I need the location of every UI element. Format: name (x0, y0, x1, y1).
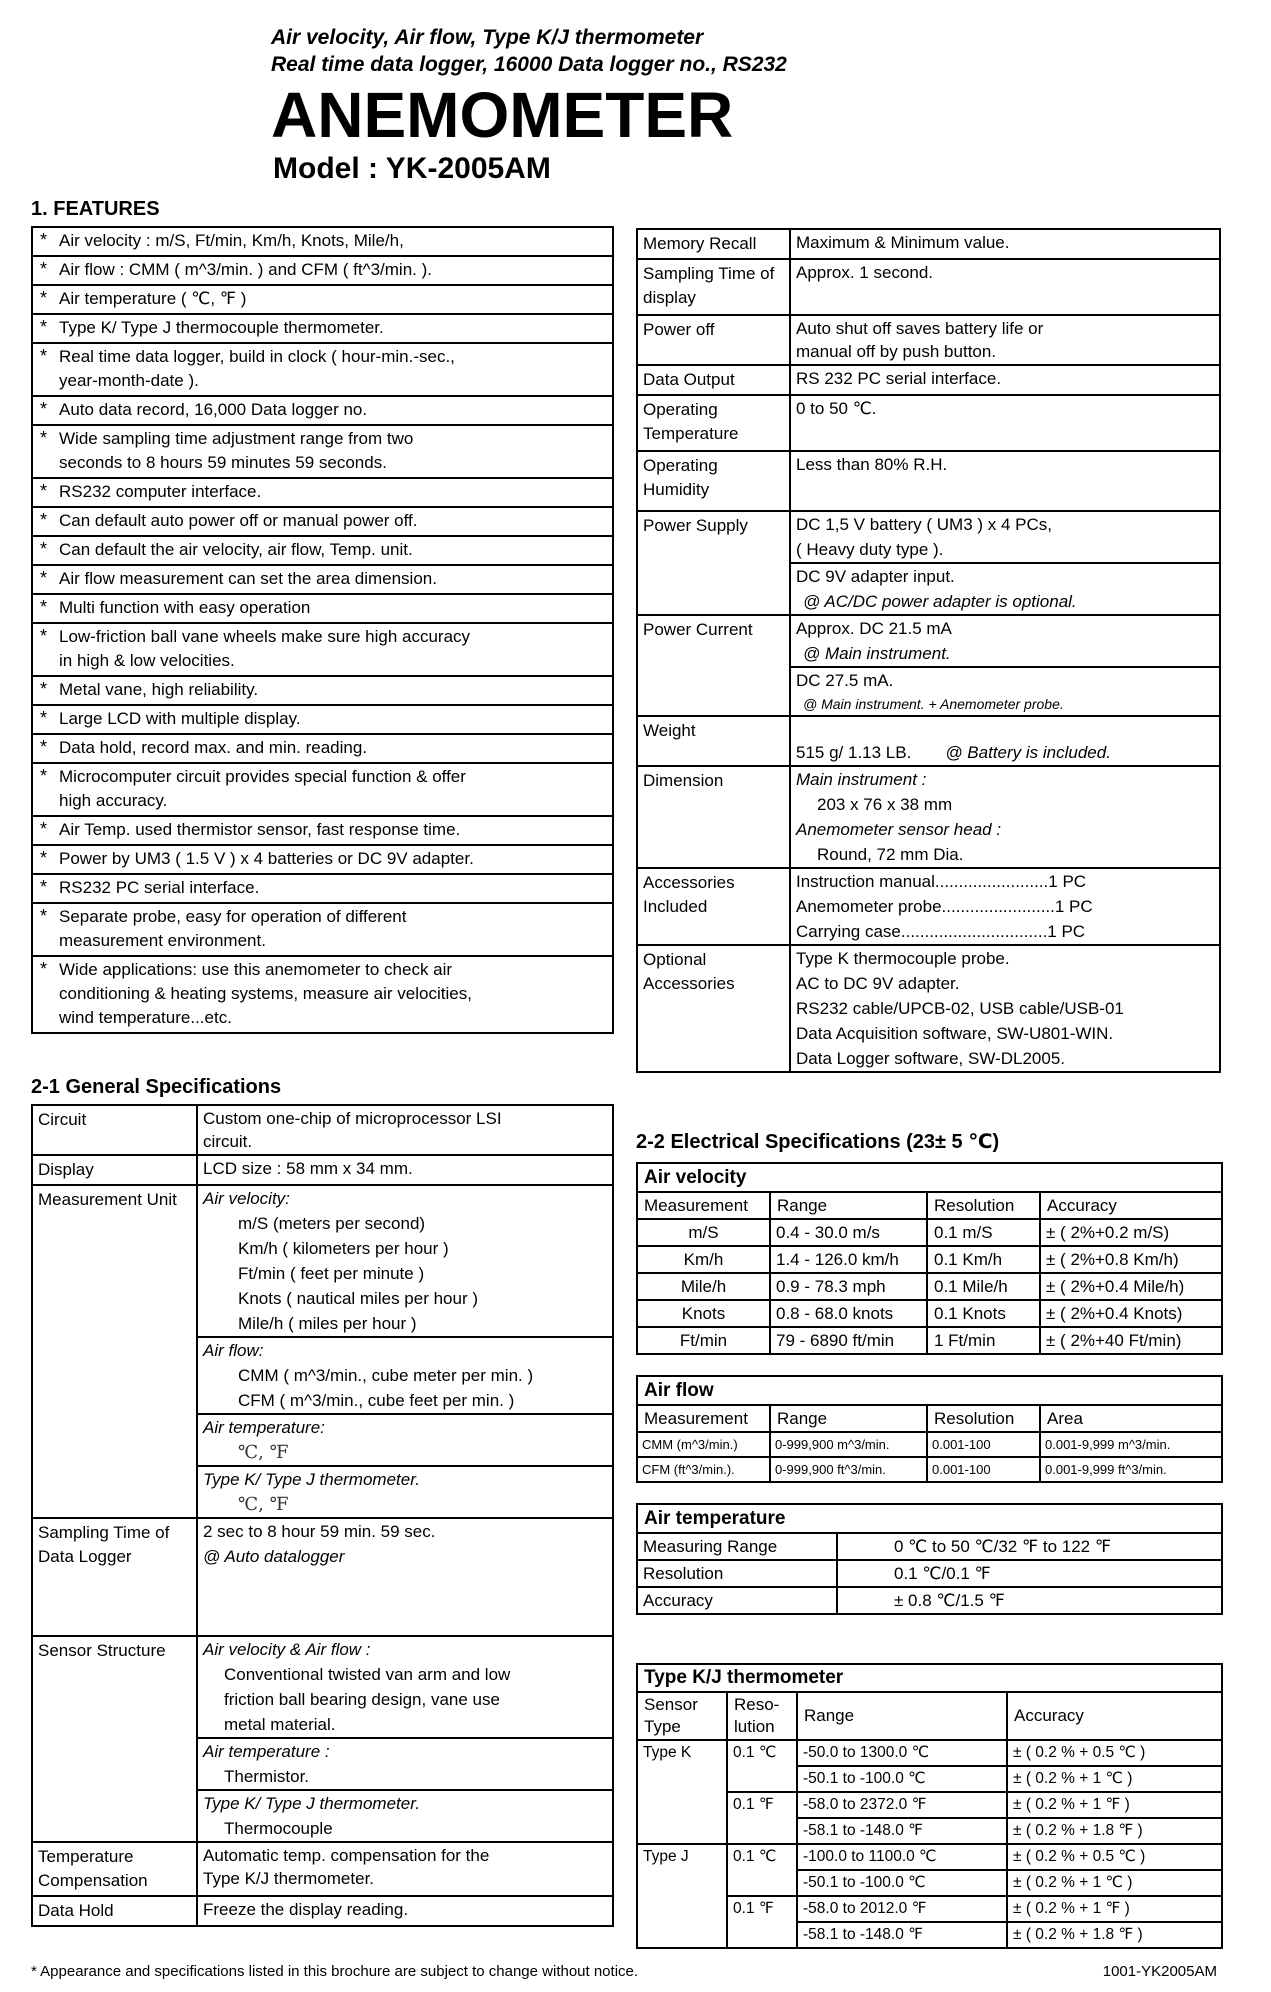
feature-item (31, 704, 614, 735)
sensor-line: Thermistor. (224, 1766, 310, 1786)
feature-item (31, 844, 614, 875)
feature-bullet: * (40, 427, 48, 448)
area-cell: 0.001-9,999 m^3/min. (1040, 1432, 1222, 1457)
column-header: Measurement (637, 1405, 770, 1432)
feature-item (31, 622, 614, 677)
unit-line: m/S (meters per second) (238, 1213, 426, 1233)
range-cell: 0-999,900 m^3/min. (770, 1432, 927, 1457)
operating-humidity-label: Operating Humidity (638, 452, 791, 510)
column-header: Range (797, 1692, 1007, 1740)
air-temperature-title: Air temperature (637, 1504, 1222, 1533)
column-header: Accuracy (1040, 1192, 1222, 1219)
spec-row-accessories (638, 867, 1219, 944)
unit-air-velocity-section (198, 1186, 612, 1336)
accuracy-cell: ± ( 0.2 % + 1.8 ℉ ) (1007, 1818, 1222, 1844)
sampling-display-value: Approx. 1 second. (796, 262, 934, 282)
range-cell: -50.0 to 1300.0 ℃ (797, 1740, 1007, 1766)
unit-line: Mile/h ( miles per hour ) (238, 1313, 417, 1333)
dimension-label: Dimension (638, 767, 791, 867)
accuracy-cell: ± ( 0.2 % + 1 ℃ ) (1007, 1870, 1222, 1896)
value-cell: 0 ℃ to 50 ℃/32 ℉ to 122 ℉ (837, 1533, 1222, 1560)
range-cell: 1.4 - 126.0 km/h (770, 1246, 927, 1273)
power-current-main (791, 616, 1219, 666)
resolution-cell: 0.1 Km/h (927, 1246, 1040, 1273)
accessory-item: Instruction manual........................1 PC (796, 871, 1087, 891)
sensor-air-velocity-section (198, 1637, 612, 1737)
power-supply-line: DC 9V adapter input. (796, 566, 955, 586)
range-cell: 0-999,900 ft^3/min. (770, 1457, 927, 1482)
feature-text: Data hold, record max. and min. reading. (59, 737, 368, 757)
resolution-cell: 0.1 m/S (927, 1219, 1040, 1246)
column-header: Accuracy (1007, 1692, 1222, 1740)
air-velocity-row (637, 1246, 1222, 1273)
feature-item (31, 955, 614, 1034)
features-list (31, 226, 614, 1034)
unit-line: ℃, ℉ (238, 1441, 289, 1463)
feature-item (31, 395, 614, 426)
feature-text: Wide sampling time adjustment range from two seconds to 8 hours 59 minutes 59 seconds. (59, 428, 414, 472)
measurement-cell: m/S (637, 1219, 770, 1246)
feature-item (31, 873, 614, 904)
header-subtitle-line2: Real time data logger, 16000 Data logger no., RS232 (271, 53, 787, 77)
unit-air-flow-heading: Air flow: (203, 1340, 264, 1360)
measurement-cell: Knots (637, 1300, 770, 1327)
feature-item (31, 593, 614, 624)
feature-text: Wide applications: use this anemometer to check air conditioning & heating systems, measure air velocities, wind temperature...etc. (59, 959, 472, 1027)
feature-text: Air flow measurement can set the area dimension. (59, 568, 437, 588)
feature-item (31, 762, 614, 817)
accuracy-cell: ± ( 0.2 % + 1 ℃ ) (1007, 1766, 1222, 1792)
accuracy-cell: ± ( 0.2 % + 1.8 ℉ ) (1007, 1922, 1222, 1948)
measurement-cell: Ft/min (637, 1327, 770, 1354)
feature-bullet: * (40, 596, 48, 617)
unit-air-temperature-lines (198, 1440, 612, 1465)
feature-text: Type K/ Type J thermocouple thermometer. (59, 317, 384, 337)
weight-label: Weight (638, 717, 791, 765)
range-cell: -100.0 to 1100.0 ℃ (797, 1844, 1007, 1870)
weight-line (791, 717, 1219, 765)
feature-bullet: * (40, 287, 48, 308)
data-output-label: Data Output (638, 366, 791, 394)
general-specs-table (31, 1104, 614, 1927)
two-column-layout (31, 194, 1241, 1949)
circuit-label: Circuit (33, 1106, 198, 1154)
optional-accessory-item: Data Acquisition software, SW-U801-WIN. (796, 1023, 1114, 1043)
feature-item (31, 226, 614, 257)
parameter-cell: Resolution (637, 1560, 837, 1587)
feature-bullet: * (40, 398, 48, 419)
accessories-lines (791, 869, 1219, 944)
feature-item (31, 477, 614, 508)
air-temperature-table (636, 1503, 1223, 1615)
spec-row-weight (638, 715, 1219, 765)
accuracy-cell: ± ( 2%+40 Ft/min) (1040, 1327, 1222, 1354)
feature-text: Low-friction ball vane wheels make sure high accuracy in high & low velocities. (59, 626, 471, 670)
feature-bullet: * (40, 345, 48, 366)
feature-text: Can default auto power off or manual power off. (59, 510, 418, 530)
document-code: 1001-YK2005AM (1102, 1962, 1217, 1980)
unit-air-velocity-heading: Air velocity: (203, 1188, 290, 1208)
sensor-thermometer-section (198, 1789, 612, 1841)
air-flow-row (637, 1432, 1222, 1457)
feature-text: Air Temp. used thermistor sensor, fast response time. (59, 819, 461, 839)
unit-line: ℃, ℉ (238, 1493, 289, 1515)
operating-humidity-value: Less than 80% R.H. (796, 454, 948, 474)
range-cell: 79 - 6890 ft/min (770, 1327, 927, 1354)
range-cell: -58.1 to -148.0 ℉ (797, 1922, 1007, 1948)
accessories-label: Accessories Included (638, 869, 791, 944)
dimension-main-heading: Main instrument : (796, 769, 927, 789)
resolution-cell: 1 Ft/min (927, 1327, 1040, 1354)
range-cell: 0.8 - 68.0 knots (770, 1300, 927, 1327)
feature-text: Real time data logger, build in clock ( hour-min.-sec., year-month-date ). (59, 346, 455, 390)
spec-row-operating-temperature (638, 394, 1219, 450)
type-kj-title: Type K/J thermometer (637, 1664, 1222, 1692)
spec-row-dimension (638, 765, 1219, 867)
power-supply-battery (791, 512, 1219, 562)
feature-text: Air velocity : m/S, Ft/min, Km/h, Knots, Mile/h, (59, 230, 404, 250)
spec-row-memory-recall (638, 230, 1219, 258)
spec-row-power-current (638, 614, 1219, 715)
feature-item (31, 342, 614, 397)
range-cell: -58.0 to 2012.0 ℉ (797, 1896, 1007, 1922)
feature-item (31, 506, 614, 537)
column-header: Reso- lution (727, 1692, 797, 1740)
sensor-air-velocity-lines (198, 1662, 612, 1737)
electrical-specs-heading: 2-2 Electrical Specifications (23± 5 ℃) (636, 1130, 1000, 1153)
feature-bullet: * (40, 905, 48, 926)
optional-accessories-lines (791, 946, 1219, 1071)
unit-line: Knots ( nautical miles per hour ) (238, 1288, 478, 1308)
display-value: LCD size : 58 mm x 34 mm. (203, 1158, 413, 1178)
measurement-unit-label: Measurement Unit (33, 1186, 198, 1517)
accessory-item: Carrying case...............................1 PC (796, 921, 1086, 941)
spec-row-operating-humidity (638, 450, 1219, 510)
air-velocity-table (636, 1162, 1223, 1355)
type-kj-thermometer-table (636, 1663, 1223, 1949)
power-current-label: Power Current (638, 616, 791, 715)
power-supply-label: Power Supply (638, 512, 791, 614)
spec-row-optional-accessories (638, 944, 1219, 1071)
air-velocity-row (637, 1219, 1222, 1246)
unit-line: Ft/min ( feet per minute ) (238, 1263, 425, 1283)
optional-accessory-item: RS232 cable/UPCB-02, USB cable/USB-01 (796, 998, 1124, 1018)
operating-temperature-value: 0 to 50 ℃. (796, 398, 877, 418)
circuit-value: Custom one-chip of microprocessor LSI circuit. (203, 1108, 502, 1151)
measurement-cell: Mile/h (637, 1273, 770, 1300)
air-velocity-header-row (637, 1192, 1222, 1219)
sampling-display-label: Sampling Time of display (638, 260, 791, 314)
power-supply-line: ( Heavy duty type ). (796, 539, 944, 559)
column-header: Range (770, 1192, 927, 1219)
unit-air-flow-lines (198, 1363, 612, 1413)
feature-text: RS232 computer interface. (59, 481, 262, 501)
dimension-main-value: 203 x 76 x 38 mm (817, 794, 953, 814)
spec-row-data-output (638, 364, 1219, 394)
type-kj-row (637, 1844, 1222, 1870)
air-flow-title: Air flow (637, 1376, 1222, 1405)
spec-row-display (33, 1154, 612, 1184)
sensor-line: metal material. (224, 1714, 336, 1734)
air-temperature-row (637, 1533, 1222, 1560)
dimension-sensor-heading: Anemometer sensor head : (796, 819, 1002, 839)
footer-note: * Appearance and specifications listed in this brochure are subject to change without notice. (31, 1962, 639, 1980)
parameter-cell: Measuring Range (637, 1533, 837, 1560)
measurement-cell: CMM (m^3/min.) (637, 1432, 770, 1457)
feature-bullet: * (40, 258, 48, 279)
feature-text: Multi function with easy operation (59, 597, 311, 617)
feature-text: Auto data record, 16,000 Data logger no. (59, 399, 368, 419)
spec-row-sampling-time-display (638, 258, 1219, 314)
air-velocity-row (637, 1327, 1222, 1354)
power-current-note: @ Main instrument. (803, 643, 951, 663)
data-hold-label: Data Hold (33, 1897, 198, 1925)
measurement-cell: Km/h (637, 1246, 770, 1273)
unit-air-temperature-section (198, 1413, 612, 1465)
resolution-cell: 0.001-100 (927, 1432, 1040, 1457)
general-specs-heading: 2-1 General Specifications (31, 1075, 282, 1098)
area-cell: 0.001-9,999 ft^3/min. (1040, 1457, 1222, 1482)
dimension-sensor-value: Round, 72 mm Dia. (817, 844, 964, 864)
power-supply-line: DC 1,5 V battery ( UM3 ) x 4 PCs, (796, 514, 1053, 534)
temperature-compensation-label: Temperature Compensation (33, 1843, 198, 1895)
feature-bullet: * (40, 509, 48, 530)
sampling-logger-note: @ Auto datalogger (203, 1546, 345, 1566)
air-velocity-title: Air velocity (637, 1163, 1222, 1192)
feature-text: Separate probe, easy for operation of different measurement environment. (59, 906, 407, 950)
header (271, 24, 1241, 186)
sampling-logger-label: Sampling Time of Data Logger (33, 1519, 198, 1635)
optional-accessory-item: Data Logger software, SW-DL2005. (796, 1048, 1065, 1068)
power-current-line: Approx. DC 21.5 mA (796, 618, 952, 638)
feature-item (31, 255, 614, 286)
parameter-cell: Accuracy (637, 1587, 837, 1614)
spec-row-power-off (638, 314, 1219, 364)
range-cell: -58.0 to 2372.0 ℉ (797, 1792, 1007, 1818)
unit-air-flow-section (198, 1336, 612, 1413)
sensor-type-cell: Type J (637, 1844, 727, 1948)
feature-item (31, 535, 614, 566)
sensor-structure-label: Sensor Structure (33, 1637, 198, 1841)
air-flow-row (637, 1457, 1222, 1482)
measurement-cell: CFM (ft^3/min.). (637, 1457, 770, 1482)
resolution-cell: 0.1 Knots (927, 1300, 1040, 1327)
data-output-value: RS 232 PC serial interface. (796, 368, 1002, 388)
accessory-item: Anemometer probe........................1 PC (796, 896, 1093, 916)
unit-line: Km/h ( kilometers per hour ) (238, 1238, 449, 1258)
features-heading: 1. FEATURES (31, 197, 160, 220)
sensor-thermometer-lines (198, 1816, 612, 1841)
temperature-compensation-value: Automatic temp. compensation for the Type K/J thermometer. (203, 1845, 490, 1888)
accuracy-cell: ± ( 2%+0.8 Km/h) (1040, 1246, 1222, 1273)
accuracy-cell: ± ( 2%+0.2 m/S) (1040, 1219, 1222, 1246)
feature-bullet: * (40, 316, 48, 337)
sensor-air-temperature-section (198, 1737, 612, 1789)
weight-value: 515 g/ 1.13 LB. (796, 742, 912, 762)
spec-row-temperature-compensation (33, 1841, 612, 1895)
spec-row-circuit (33, 1106, 612, 1154)
feature-bullet: * (40, 625, 48, 646)
power-off-label: Power off (638, 316, 791, 364)
unit-air-velocity-lines (198, 1211, 612, 1336)
optional-accessory-item: Type K thermocouple probe. (796, 948, 1010, 968)
resolution-cell: 0.001-100 (927, 1457, 1040, 1482)
power-current-line: DC 27.5 mA. (796, 670, 894, 690)
model-number: Model : YK-2005AM (273, 151, 551, 185)
feature-bullet: * (40, 678, 48, 699)
range-cell: -50.1 to -100.0 ℃ (797, 1766, 1007, 1792)
sensor-air-temperature-lines (198, 1764, 612, 1789)
feature-bullet: * (40, 538, 48, 559)
type-kj-row (637, 1740, 1222, 1766)
spec-row-sampling-time-logger (33, 1517, 612, 1635)
unit-thermometer-heading: Type K/ Type J thermometer. (203, 1469, 420, 1489)
unit-air-temperature-heading: Air temperature: (203, 1417, 325, 1437)
feature-text: Microcomputer circuit provides special function & offer high accuracy. (59, 766, 466, 810)
device-specs-table (636, 228, 1221, 1073)
spec-row-sensor-structure (33, 1635, 612, 1841)
air-velocity-row (637, 1300, 1222, 1327)
power-current-with-probe (791, 666, 1219, 715)
spec-row-data-hold (33, 1895, 612, 1925)
type-kj-header-row (637, 1692, 1222, 1740)
optional-accessories-label: Optional Accessories (638, 946, 791, 1071)
power-supply-adapter (791, 562, 1219, 614)
resolution-cell: 0.1 ℉ (727, 1896, 797, 1948)
unit-thermometer-section (198, 1465, 612, 1517)
feature-text: Large LCD with multiple display. (59, 708, 301, 728)
feature-bullet: * (40, 958, 48, 979)
resolution-cell: 0.1 ℉ (727, 1792, 797, 1844)
power-current-note: @ Main instrument. + Anemometer probe. (803, 695, 1064, 712)
power-off-value: Auto shut off saves battery life or manual off by push button. (796, 318, 1044, 361)
weight-note: @ Battery is included. (945, 742, 1111, 762)
air-flow-header-row (637, 1405, 1222, 1432)
header-subtitle-line1: Air velocity, Air flow, Type K/J thermometer (271, 26, 704, 49)
feature-bullet: * (40, 707, 48, 728)
air-temperature-row (637, 1560, 1222, 1587)
feature-text: Air flow : CMM ( m^3/min. ) and CFM ( ft^3/min. ). (59, 259, 432, 279)
feature-item (31, 424, 614, 479)
unit-line: CMM ( m^3/min., cube meter per min. ) (238, 1365, 534, 1385)
feature-text: Power by UM3 ( 1.5 V ) x 4 batteries or DC 9V adapter. (59, 848, 474, 868)
feature-text: Metal vane, high reliability. (59, 679, 259, 699)
air-temperature-row (637, 1587, 1222, 1614)
value-cell: ± 0.8 ℃/1.5 ℉ (837, 1587, 1222, 1614)
spec-row-power-supply (638, 510, 1219, 614)
range-cell: -58.1 to -148.0 ℉ (797, 1818, 1007, 1844)
accuracy-cell: ± ( 0.2 % + 1 ℉ ) (1007, 1792, 1222, 1818)
sensor-type-cell: Type K (637, 1740, 727, 1844)
data-hold-value: Freeze the display reading. (203, 1899, 409, 1919)
power-supply-note: @ AC/DC power adapter is optional. (803, 591, 1077, 611)
resolution-cell: 0.1 Mile/h (927, 1273, 1040, 1300)
feature-bullet: * (40, 765, 48, 786)
feature-item (31, 313, 614, 344)
feature-bullet: * (40, 480, 48, 501)
feature-item (31, 902, 614, 957)
air-flow-table (636, 1375, 1223, 1483)
left-column (31, 194, 614, 1927)
spec-row-measurement-unit (33, 1184, 612, 1517)
right-column (636, 194, 1221, 1949)
column-header: Measurement (637, 1192, 770, 1219)
value-cell: 0.1 ℃/0.1 ℉ (837, 1560, 1222, 1587)
column-header: Sensor Type (637, 1692, 727, 1740)
operating-temperature-label: Operating Temperature (638, 396, 791, 450)
range-cell: 0.4 - 30.0 m/s (770, 1219, 927, 1246)
feature-bullet: * (40, 818, 48, 839)
optional-accessory-item: AC to DC 9V adapter. (796, 973, 960, 993)
sensor-thermometer-heading: Type K/ Type J thermometer. (203, 1793, 420, 1813)
sensor-air-temperature-heading: Air temperature : (203, 1741, 330, 1761)
accuracy-cell: ± ( 0.2 % + 1 ℉ ) (1007, 1896, 1222, 1922)
sensor-line: Conventional twisted van arm and low (224, 1664, 511, 1684)
feature-text: Air temperature ( ℃, ℉ ) (59, 288, 247, 308)
feature-item (31, 733, 614, 764)
footer (31, 1963, 1241, 1980)
accuracy-cell: ± ( 2%+0.4 Knots) (1040, 1300, 1222, 1327)
display-label: Display (33, 1156, 198, 1184)
sensor-line: friction ball bearing design, vane use (224, 1689, 500, 1709)
feature-bullet: * (40, 567, 48, 588)
column-header: Resolution (927, 1192, 1040, 1219)
feature-bullet: * (40, 736, 48, 757)
unit-thermometer-lines (198, 1492, 612, 1517)
column-header: Resolution (927, 1405, 1040, 1432)
feature-text: RS232 PC serial interface. (59, 877, 260, 897)
feature-item (31, 815, 614, 846)
accuracy-cell: ± ( 0.2 % + 0.5 ℃ ) (1007, 1740, 1222, 1766)
air-velocity-row (637, 1273, 1222, 1300)
range-cell: 0.9 - 78.3 mph (770, 1273, 927, 1300)
feature-text: Can default the air velocity, air flow, Temp. unit. (59, 539, 413, 559)
sensor-air-velocity-heading: Air velocity & Air flow : (203, 1639, 371, 1659)
page-title: ANEMOMETER (271, 78, 734, 151)
feature-item (31, 284, 614, 315)
feature-bullet: * (40, 847, 48, 868)
memory-recall-value: Maximum & Minimum value. (796, 232, 1010, 252)
unit-line: CFM ( m^3/min., cube feet per min. ) (238, 1390, 515, 1410)
feature-bullet: * (40, 229, 48, 250)
sampling-logger-value: 2 sec to 8 hour 59 min. 59 sec. (203, 1521, 436, 1541)
sensor-line: Thermocouple (224, 1818, 333, 1838)
resolution-cell: 0.1 ℃ (727, 1740, 797, 1792)
memory-recall-label: Memory Recall (638, 230, 791, 258)
range-cell: -50.1 to -100.0 ℃ (797, 1870, 1007, 1896)
feature-item (31, 675, 614, 706)
feature-bullet: * (40, 876, 48, 897)
resolution-cell: 0.1 ℃ (727, 1844, 797, 1896)
accuracy-cell: ± ( 0.2 % + 0.5 ℃ ) (1007, 1844, 1222, 1870)
feature-item (31, 564, 614, 595)
accuracy-cell: ± ( 2%+0.4 Mile/h) (1040, 1273, 1222, 1300)
column-header: Area (1040, 1405, 1222, 1432)
column-header: Range (770, 1405, 927, 1432)
